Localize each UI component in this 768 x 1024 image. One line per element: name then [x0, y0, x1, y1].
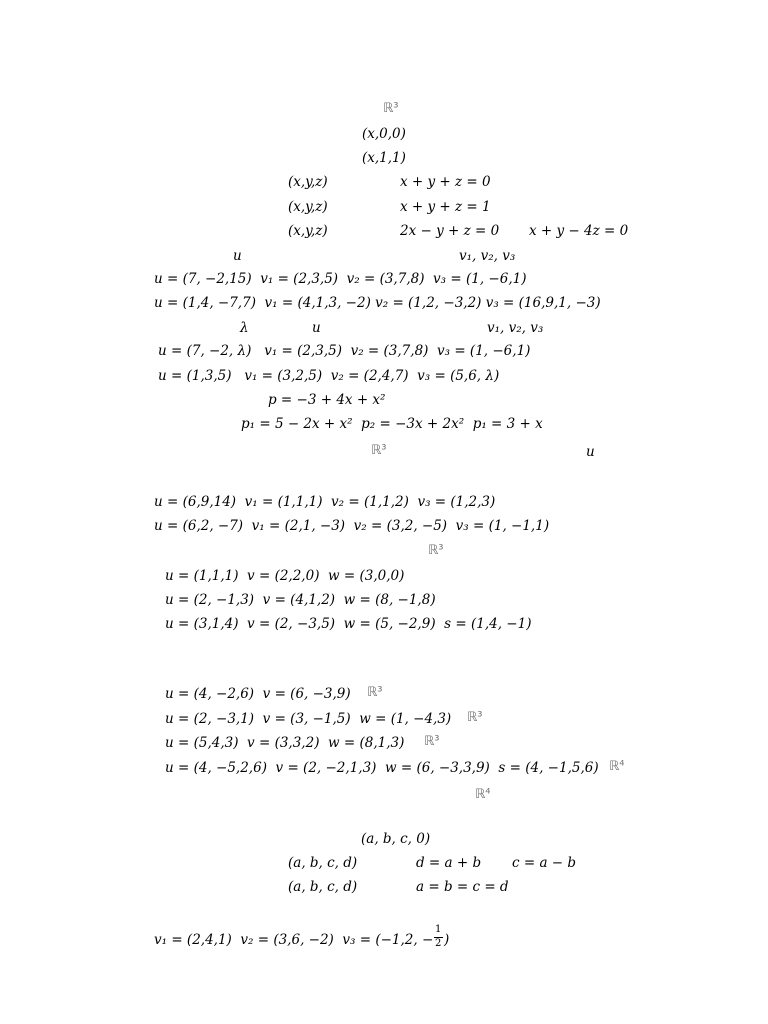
- math-line: p₁ = 5 − 2x + x² p₂ = −3x + 2x² p₁ = 3 + x: [241, 416, 543, 432]
- space-symbol-r3: ℝ³: [424, 734, 440, 749]
- math-line: u = (7, −2,15) v₁ = (2,3,5) v₂ = (3,7,8) v₃ = (1, −6,1): [154, 271, 527, 287]
- math-equation: d = a + b: [416, 855, 482, 871]
- space-symbol-r3: ℝ³: [371, 443, 387, 458]
- math-expression: (x,1,1): [362, 150, 406, 166]
- space-symbol-r3: ℝ³: [367, 685, 383, 700]
- math-expression: (x,y,z): [288, 174, 328, 190]
- math-line: u = (1,1,1) v = (2,2,0) w = (3,0,0): [165, 568, 405, 584]
- math-symbol: λ: [240, 320, 249, 336]
- space-symbol-r3: ℝ³: [428, 543, 444, 558]
- math-equation: x + y − 4z = 0: [529, 223, 629, 239]
- math-expression: (x,y,z): [288, 199, 328, 215]
- math-equation: x + y + z = 0: [400, 174, 491, 190]
- math-line: u = (5,4,3) v = (3,3,2) w = (8,1,3): [165, 735, 405, 751]
- math-line: u = (1,3,5) v₁ = (3,2,5) v₂ = (2,4,7) v₃ = (5,6, λ): [158, 368, 500, 384]
- math-expression: (a, b, c, d): [288, 855, 358, 871]
- math-paren: ): [444, 932, 450, 948]
- math-line: u = (3,1,4) v = (2, −3,5) w = (5, −2,9) s = (1,4, −1): [165, 616, 532, 632]
- math-equation: 2x − y + z = 0: [400, 223, 500, 239]
- math-line: u = (6,2, −7) v₁ = (2,1, −3) v₂ = (3,2, −5) v₃ = (1, −1,1): [154, 518, 550, 534]
- math-equation: a = b = c = d: [416, 879, 509, 895]
- fraction-denominator: 2: [435, 938, 442, 949]
- math-symbol: u: [312, 320, 321, 336]
- math-symbol: u: [586, 444, 595, 460]
- math-line: v₁ = (2,4,1) v₂ = (3,6, −2) v₃ = (−1,2, −: [154, 932, 434, 948]
- space-symbol-r3: ℝ³: [383, 101, 399, 116]
- math-line: u = (4, −2,6) v = (6, −3,9): [165, 686, 351, 702]
- fraction-one-half: [434, 924, 444, 954]
- space-symbol-r3: ℝ³: [467, 710, 483, 725]
- math-line: u = (2, −1,3) v = (4,1,2) w = (8, −1,8): [165, 592, 436, 608]
- math-line: u = (6,9,14) v₁ = (1,1,1) v₂ = (1,1,2) v₃ = (1,2,3): [154, 494, 496, 510]
- fraction-numerator: 1: [435, 924, 442, 935]
- math-equation: c = a − b: [512, 855, 577, 871]
- math-line: u = (1,4, −7,7) v₁ = (4,1,3, −2) v₂ = (1,2, −3,2) v₃ = (16,9,1, −3): [154, 295, 601, 311]
- math-expression: (a, b, c, d): [288, 879, 358, 895]
- space-symbol-r4: ℝ⁴: [475, 787, 491, 802]
- math-line: u = (2, −3,1) v = (3, −1,5) w = (1, −4,3): [165, 711, 452, 727]
- math-expression: v₁, v₂, v₃: [487, 320, 544, 336]
- math-equation: x + y + z = 1: [400, 199, 491, 215]
- math-line: u = (4, −5,2,6) v = (2, −2,1,3) w = (6, −3,3,9) s = (4, −1,5,6): [165, 760, 599, 776]
- math-expression: v₁, v₂, v₃: [459, 248, 516, 264]
- math-expression: (x,0,0): [362, 126, 406, 142]
- math-expression: (a, b, c, 0): [361, 831, 431, 847]
- space-symbol-r4: ℝ⁴: [609, 759, 625, 774]
- math-symbol: u: [233, 248, 242, 264]
- math-expression: (x,y,z): [288, 223, 328, 239]
- math-line: u = (7, −2, λ) v₁ = (2,3,5) v₂ = (3,7,8) v₃ = (1, −6,1): [158, 343, 531, 359]
- math-line: p = −3 + 4x + x²: [268, 392, 386, 408]
